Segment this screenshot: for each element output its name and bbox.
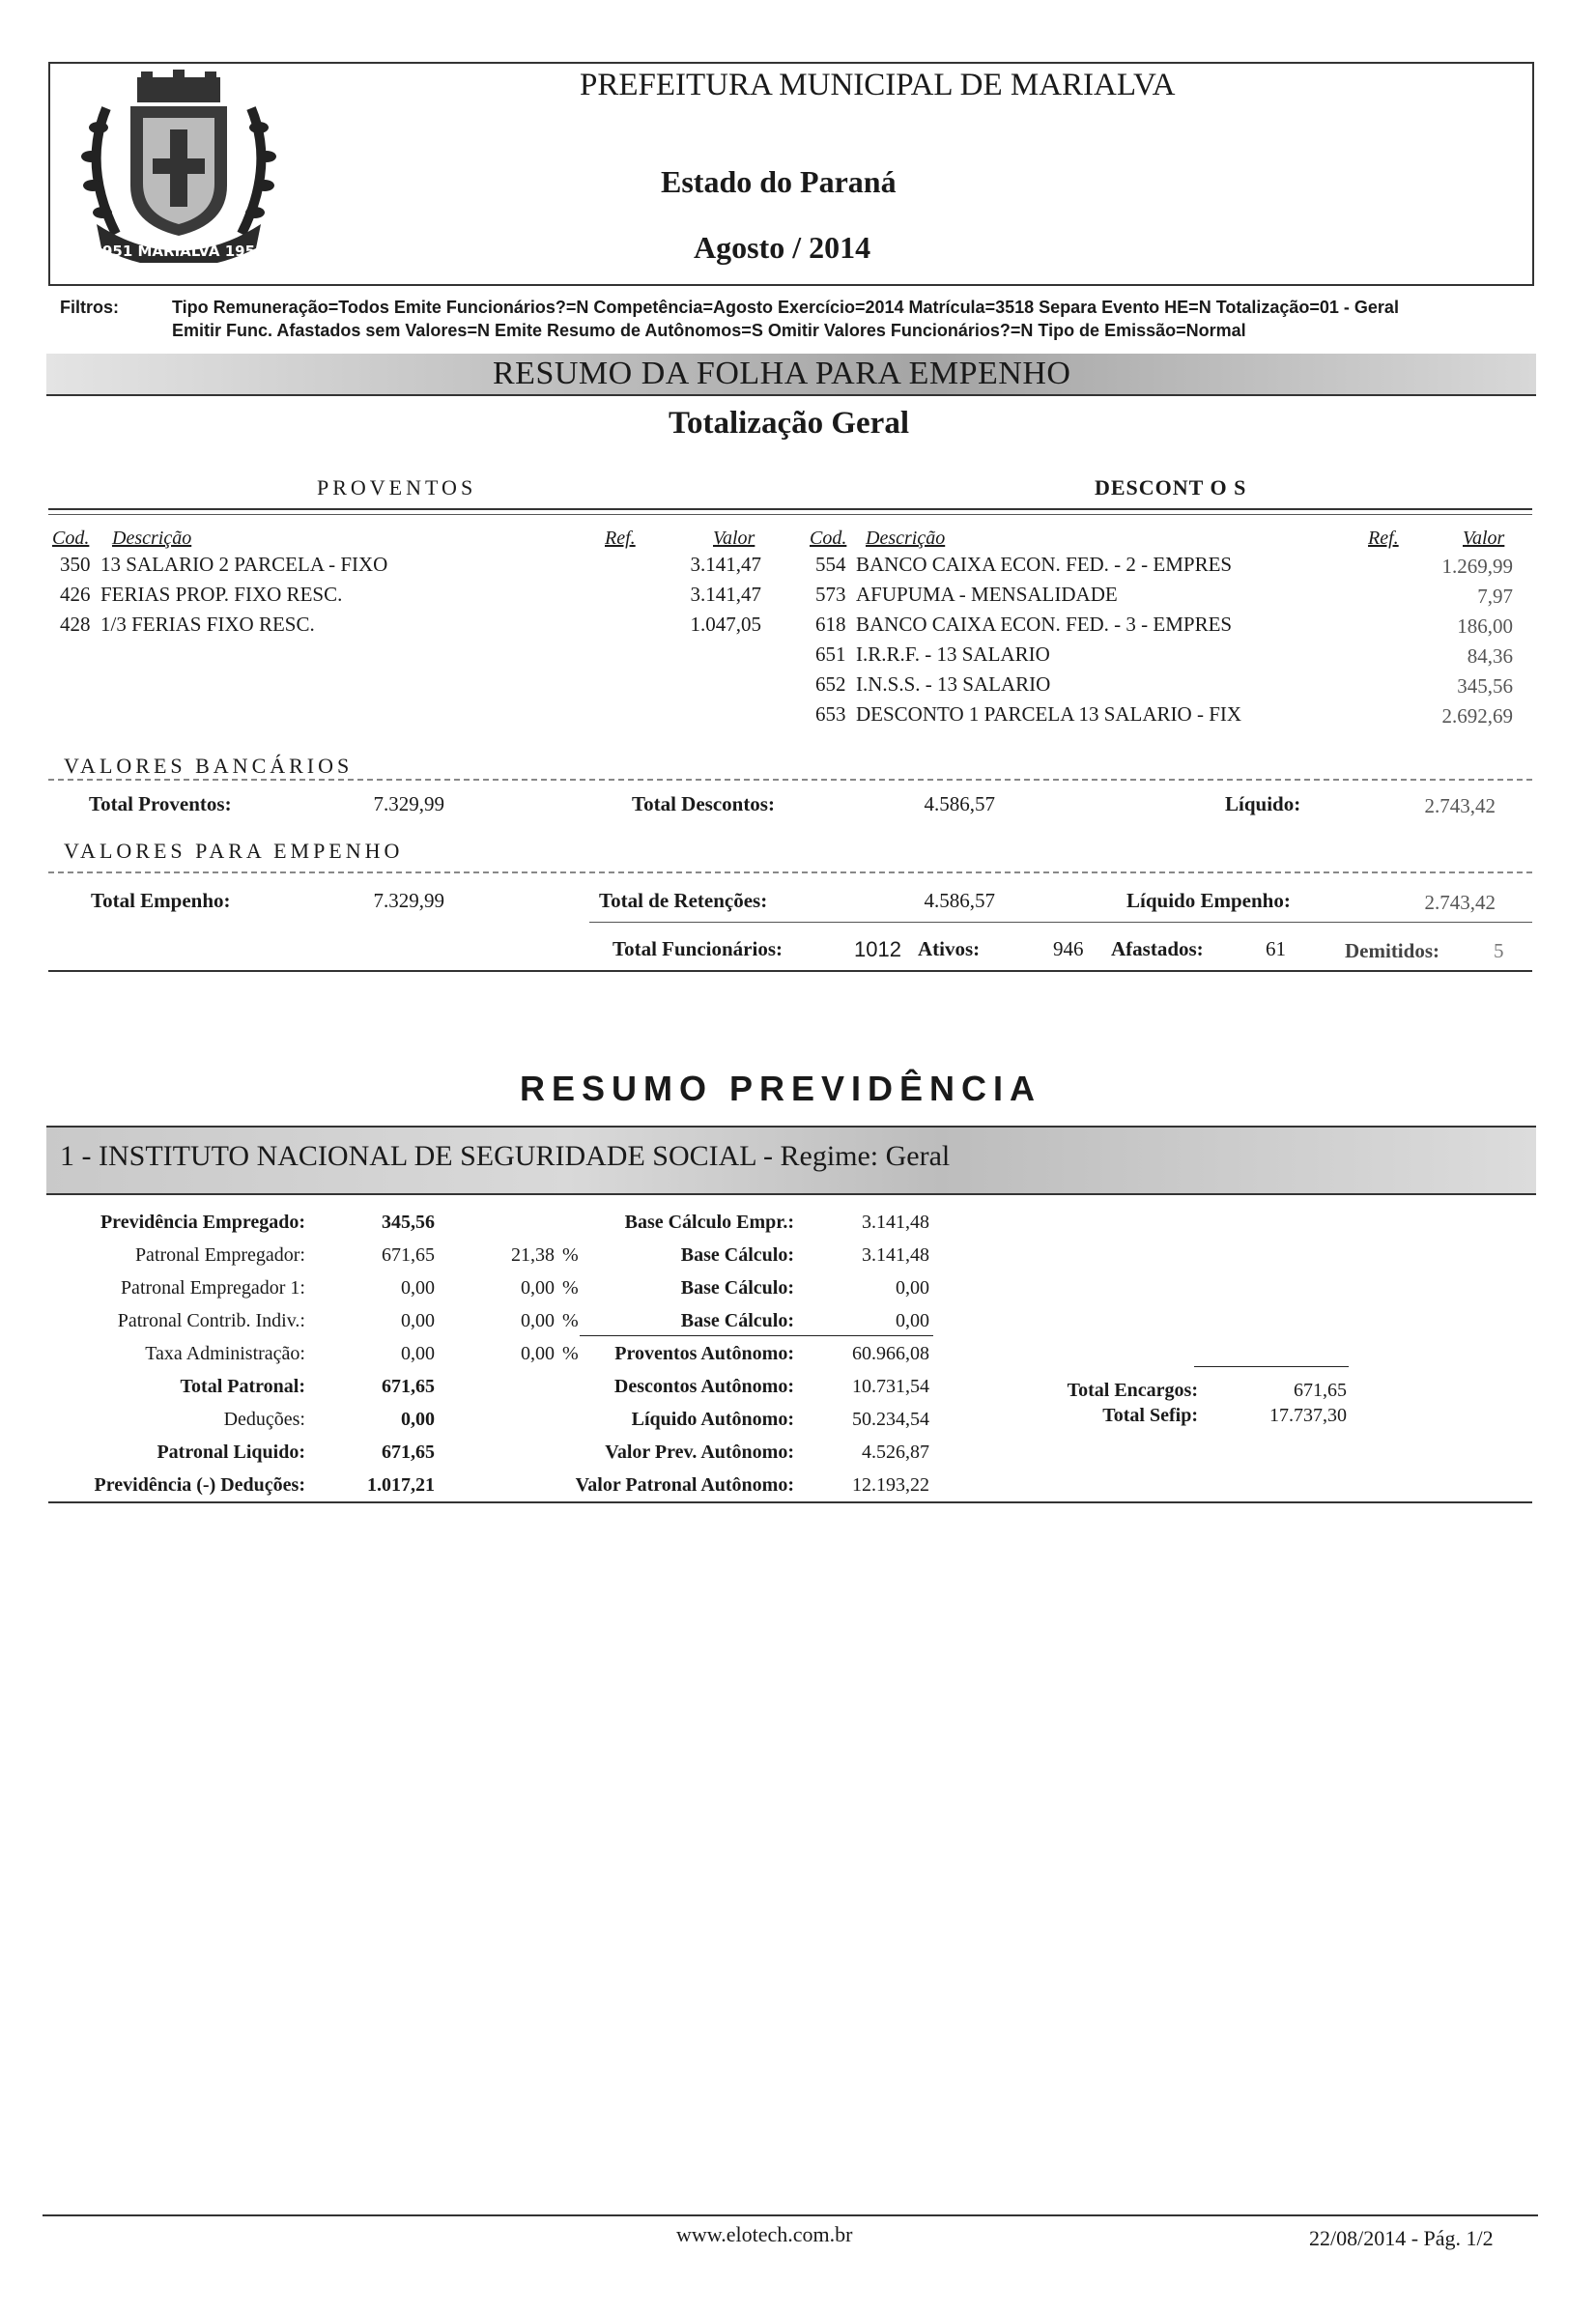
percent-sign: %	[562, 1310, 579, 1331]
proventos-heading: PROVENTOS	[317, 475, 477, 500]
demitidos-label: Demitidos:	[1345, 939, 1439, 962]
regime-title: 1 - INSTITUTO NACIONAL DE SEGURIDADE SOCIAL - Regime: Geral	[60, 1140, 951, 1172]
total-proventos-value: 7.329,99	[373, 792, 444, 815]
table-top-rule	[48, 508, 1532, 510]
row-valor: 186,00	[1457, 614, 1513, 638]
row-valor: 345,56	[1457, 674, 1513, 698]
total-funcionarios-value: 1012	[854, 937, 901, 961]
liquido-label: Líquido:	[1225, 792, 1301, 815]
patronal-liquido-label: Patronal Liquido:	[157, 1442, 305, 1463]
descontos-col-desc: Descrição	[866, 528, 946, 549]
proventos-col-cod: Cod.	[52, 528, 90, 549]
dashed-rule	[48, 779, 1532, 781]
row-cod: 652	[815, 672, 846, 696]
descontos-autonomo-label: Descontos Autônomo:	[613, 1376, 794, 1397]
row-desc: DESCONTO 1 PARCELA 13 SALARIO - FIX	[856, 702, 1242, 726]
table-row	[815, 613, 1232, 637]
total-retencoes-label: Total de Retenções:	[599, 889, 768, 912]
total-proventos-label: Total Proventos:	[89, 792, 232, 815]
table-row	[60, 553, 387, 577]
ativos-value: 946	[1053, 937, 1084, 960]
total-patronal-value: 671,65	[382, 1376, 435, 1397]
proventos-col-valor: Valor	[713, 528, 755, 549]
total-retencoes-value: 4.586,57	[924, 889, 995, 912]
row-valor: 7,97	[1477, 585, 1513, 608]
table-row	[815, 553, 1232, 577]
demitidos-value: 5	[1494, 939, 1504, 962]
row-cod: 618	[815, 613, 846, 636]
base-calculo-value: 3.141,48	[862, 1244, 929, 1266]
descontos-heading: DESCONT O S	[1095, 475, 1247, 500]
patronal-empregador-label: Patronal Empregador:	[134, 1244, 305, 1266]
banner-title: RESUMO DA FOLHA PARA EMPENHO	[493, 356, 1071, 391]
liquido-value: 2.743,42	[1424, 794, 1496, 817]
base-calculo-rule	[580, 1335, 933, 1336]
deducoes-label: Deduções:	[223, 1409, 305, 1430]
ativos-label: Ativos:	[918, 937, 981, 960]
previdencia-deducoes-value: 1.017,21	[367, 1474, 435, 1496]
base-calculo-label: Base Cálculo:	[680, 1277, 794, 1299]
table-row	[815, 583, 1118, 607]
total-empenho-value: 7.329,99	[373, 889, 444, 912]
total-sefip-label: Total Sefip:	[1102, 1405, 1198, 1426]
row-cod: 573	[815, 583, 846, 606]
base-calculo-value: 0,00	[896, 1277, 929, 1299]
table-row	[815, 642, 1050, 667]
percent-sign: %	[562, 1277, 579, 1299]
table-row	[815, 672, 1050, 697]
percent-sign: %	[562, 1244, 579, 1266]
total-empenho-label: Total Empenho:	[91, 889, 231, 912]
row-valor: 3.141,47	[690, 553, 761, 576]
base-calculo-label: Base Cálculo:	[680, 1310, 794, 1331]
afastados-label: Afastados:	[1111, 937, 1204, 960]
total-encargos-value: 671,65	[1294, 1380, 1347, 1401]
filters-label: Filtros:	[60, 298, 119, 317]
patronal-empregador-1-value: 0,00	[401, 1277, 435, 1299]
previdencia-heading: RESUMO PREVIDÊNCIA	[520, 1069, 1042, 1108]
patronal-empregador-1-label: Patronal Empregador 1:	[120, 1277, 305, 1299]
filters-line-1: Tipo Remuneração=Todos Emite Funcionários?=N Competência=Agosto Exercício=2014 Matrícula=3518 Separa Evento HE=N Totalização=01 - Geral	[172, 298, 1399, 317]
previdencia-deducoes-label: Previdência (-) Deduções:	[94, 1474, 305, 1496]
row-desc: AFUPUMA - MENSALIDADE	[856, 583, 1118, 606]
total-patronal-label: Total Patronal:	[180, 1376, 305, 1397]
totals-rule	[1194, 1366, 1349, 1367]
municipal-coat-of-arms-icon	[77, 70, 280, 263]
row-cod: 653	[815, 702, 846, 726]
row-cod: 426	[60, 583, 91, 606]
table-row	[815, 702, 1241, 727]
descontos-col-cod: Cod.	[810, 528, 847, 549]
row-desc: I.N.S.S. - 13 SALARIO	[856, 672, 1051, 696]
funcionarios-top-rule	[589, 922, 1532, 923]
base-calculo-empr-value: 3.141,48	[862, 1212, 929, 1233]
row-cod: 428	[60, 613, 91, 636]
proventos-autonomo-label: Proventos Autônomo:	[614, 1343, 794, 1364]
percent-sign: %	[562, 1343, 579, 1364]
table-top-rule-thin	[48, 514, 1532, 515]
descontos-autonomo-value: 10.731,54	[852, 1376, 929, 1397]
row-desc: 13 SALARIO 2 PARCELA - FIXO	[100, 553, 388, 576]
table-row	[60, 613, 315, 637]
percent-value: 21,38	[511, 1244, 555, 1266]
valor-patronal-autonomo-value: 12.193,22	[852, 1474, 929, 1496]
patronal-contrib-indiv-label: Patronal Contrib. Indiv.:	[117, 1310, 305, 1331]
valores-empenho-heading: VALORES PARA EMPENHO	[64, 839, 404, 863]
row-desc: FERIAS PROP. FIXO RESC.	[100, 583, 343, 606]
afastados-value: 61	[1266, 937, 1286, 960]
valores-bancarios-heading: VALORES BANCÁRIOS	[64, 754, 354, 778]
row-valor: 1.047,05	[690, 613, 761, 636]
row-valor: 84,36	[1467, 644, 1513, 668]
liquido-empenho-value: 2.743,42	[1424, 891, 1496, 914]
row-desc: BANCO CAIXA ECON. FED. - 3 - EMPRES	[856, 613, 1233, 636]
previdencia-empregado-value: 345,56	[382, 1212, 435, 1233]
descontos-col-ref: Ref.	[1368, 528, 1399, 549]
liquido-autonomo-label: Líquido Autônomo:	[631, 1409, 794, 1430]
liquido-empenho-label: Líquido Empenho:	[1126, 889, 1291, 912]
header-period: Agosto / 2014	[694, 230, 871, 265]
row-valor: 1.269,99	[1441, 555, 1513, 578]
row-cod: 350	[60, 553, 91, 576]
liquido-autonomo-value: 50.234,54	[852, 1409, 929, 1430]
proventos-col-desc: Descrição	[112, 528, 192, 549]
row-cod: 651	[815, 642, 846, 666]
previdencia-bottom-rule	[48, 1501, 1532, 1503]
filters-line-2: Emitir Func. Afastados sem Valores=N Emite Resumo de Autônomos=S Omitir Valores Funcionários?=N Tipo de Emissão=Normal	[172, 321, 1246, 340]
percent-value: 0,00	[521, 1277, 555, 1299]
patronal-contrib-indiv-value: 0,00	[401, 1310, 435, 1331]
total-funcionarios-label: Total Funcionários:	[613, 937, 783, 960]
percent-value: 0,00	[521, 1310, 555, 1331]
seal-text: 1951 MARIALVA 1953	[92, 243, 266, 260]
total-sefip-value: 17.737,30	[1269, 1405, 1347, 1426]
valor-prev-autonomo-label: Valor Prev. Autônomo:	[605, 1442, 794, 1463]
deducoes-value: 0,00	[401, 1409, 435, 1430]
section-bottom-rule	[48, 970, 1532, 972]
header-title: PREFEITURA MUNICIPAL DE MARIALVA	[580, 68, 1176, 102]
dashed-rule	[48, 871, 1532, 873]
taxa-administracao-label: Taxa Administração:	[145, 1343, 305, 1364]
descontos-col-valor: Valor	[1463, 528, 1505, 549]
row-valor: 2.692,69	[1441, 704, 1513, 728]
row-desc: I.R.R.F. - 13 SALARIO	[856, 642, 1050, 666]
valor-prev-autonomo-value: 4.526,87	[862, 1442, 929, 1463]
report-subtitle: Totalização Geral	[669, 406, 909, 441]
total-encargos-label: Total Encargos:	[1067, 1380, 1198, 1401]
proventos-col-ref: Ref.	[605, 528, 636, 549]
taxa-administracao-value: 0,00	[401, 1343, 435, 1364]
row-desc: 1/3 FERIAS FIXO RESC.	[100, 613, 315, 636]
row-cod: 554	[815, 553, 846, 576]
footer-date-page: 22/08/2014 - Pág. 1/2	[1309, 2226, 1494, 2250]
patronal-empregador-value: 671,65	[382, 1244, 435, 1266]
footer-rule	[43, 2214, 1538, 2216]
proventos-autonomo-value: 60.966,08	[852, 1343, 929, 1364]
total-descontos-value: 4.586,57	[924, 792, 995, 815]
base-calculo-value: 0,00	[896, 1310, 929, 1331]
base-calculo-empr-label: Base Cálculo Empr.:	[624, 1212, 794, 1233]
total-descontos-label: Total Descontos:	[632, 792, 775, 815]
table-row	[60, 583, 342, 607]
row-valor: 3.141,47	[690, 583, 761, 606]
valor-patronal-autonomo-label: Valor Patronal Autônomo:	[575, 1474, 794, 1496]
patronal-liquido-value: 671,65	[382, 1442, 435, 1463]
footer-url: www.elotech.com.br	[676, 2222, 853, 2246]
base-calculo-label: Base Cálculo:	[680, 1244, 794, 1266]
header-state: Estado do Paraná	[661, 164, 897, 199]
row-desc: BANCO CAIXA ECON. FED. - 2 - EMPRES	[856, 553, 1233, 576]
previdencia-empregado-label: Previdência Empregado:	[100, 1212, 305, 1233]
percent-value: 0,00	[521, 1343, 555, 1364]
